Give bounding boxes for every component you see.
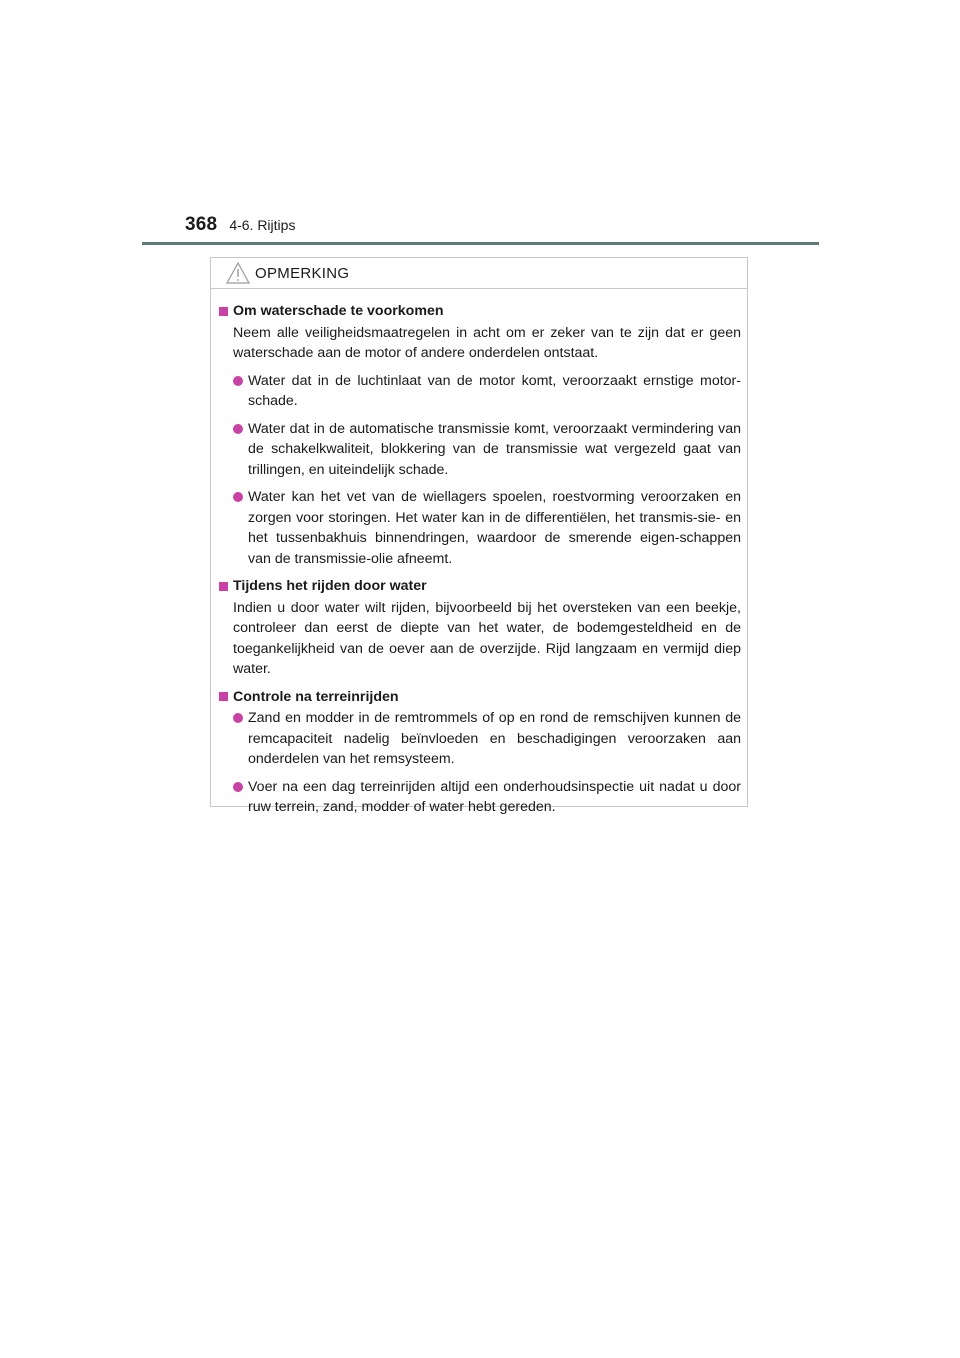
notice-header [211,258,747,289]
section-heading-text: Controle na terreinrijden [233,688,399,705]
list-item [219,708,741,770]
section-heading [219,576,741,597]
round-bullet-icon [233,713,243,723]
list-item-text: Water dat in de automatische transmissie komt, veroorzaakt vermindering van de schakelkwaliteit, blokkering van de transmissie wat vergezeld gaat van trillingen, en uiteindelijk schade. [248,420,741,478]
warning-triangle-icon [225,261,251,285]
notice-title: OPMERKING [255,264,350,282]
header-rule [142,242,819,245]
round-bullet-icon [233,492,243,502]
section-heading [219,687,741,708]
notice-box [210,257,748,815]
section-heading-text: Om waterschade te voorkomen [233,303,444,319]
square-bullet-icon [219,307,228,316]
list-item-text: Zand en modder in de remtrommels of op en rond de remschijven kunnen de remcapaciteit nadelig beïnvloeden en beschadigingen veroorzaken aan onderdelen van het remsysteem. [248,710,741,767]
round-bullet-icon [233,424,243,434]
list-item-text: Water kan het vet van de wiellagers spoelen, roestvorming veroorzaken en zorgen voor storingen. Het water kan in de differentiëlen, het transmis-sie- en het tussenbakhuis binnendringen, waardoor de smerende eigen-schappen van de transmissie-olie afneemt. [248,489,741,567]
list-item [219,419,741,481]
page-header [185,214,295,244]
list-item [219,777,741,818]
section-paragraph: Neem alle veiligheidsmaatregelen in acht om er zeker van te zijn dat er geen waterschade aan de motor of andere onderdelen ontstaat. [233,324,741,361]
section-heading-text: Tijdens het rijden door water [233,578,427,594]
notice-body [211,289,747,818]
list-item [219,371,741,412]
section-heading [219,301,741,322]
round-bullet-icon [233,376,243,386]
section-paragraph: Indien u door water wilt rijden, bijvoorbeeld bij het oversteken van een beekje, controleer dan eerst de diepte van het water, de bodemgesteldheid en de toegankelijkheid van de oever aan de overzijde. Rijd langzaam en vermijd diep water. [233,599,741,677]
list-item [219,487,741,569]
round-bullet-icon [233,782,243,792]
list-item-text: Voer na een dag terreinrijden altijd een onderhoudsinspectie uit nadat u door ruw terrein, zand, modder of water hebt gereden. [248,778,741,815]
square-bullet-icon [219,692,228,701]
section-title: 4-6. Rijtips [229,217,296,233]
square-bullet-icon [219,582,228,591]
page-number: 368 [185,214,218,235]
list-item-text: Water dat in de luchtinlaat van de motor komt, veroorzaakt ernstige motor-schade. [248,372,741,409]
